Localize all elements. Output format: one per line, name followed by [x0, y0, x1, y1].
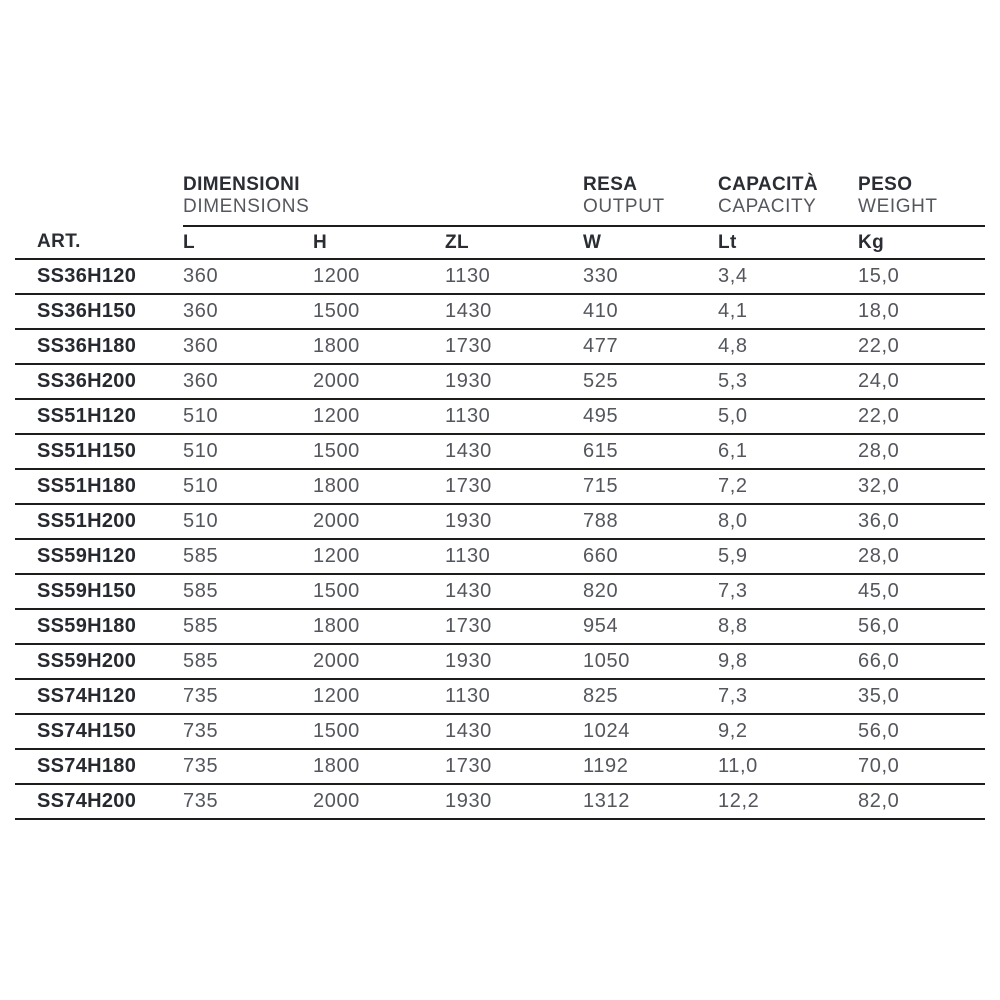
value-cell-kg: 66,0	[858, 644, 985, 679]
group-header-row	[15, 174, 985, 226]
value-cell-zl: 1430	[445, 574, 583, 609]
value-cell-kg: 36,0	[858, 504, 985, 539]
value-cell-lt: 5,0	[718, 399, 858, 434]
col-header-kg: Kg	[858, 226, 985, 259]
group-title-dimensioni: DIMENSIONI	[183, 174, 300, 195]
value-cell-l: 510	[183, 399, 313, 434]
value-cell-h: 1200	[313, 399, 445, 434]
value-cell-lt: 4,8	[718, 329, 858, 364]
group-subtitle-output: OUTPUT	[583, 196, 665, 217]
group-header-output	[583, 174, 718, 226]
value-cell-l: 585	[183, 539, 313, 574]
art-code-cell: SS51H200	[15, 504, 183, 539]
art-code-cell: SS59H200	[15, 644, 183, 679]
value-cell-kg: 32,0	[858, 469, 985, 504]
value-cell-h: 1500	[313, 294, 445, 329]
value-cell-lt: 9,8	[718, 644, 858, 679]
value-cell-kg: 56,0	[858, 609, 985, 644]
value-cell-lt: 7,2	[718, 469, 858, 504]
value-cell-kg: 24,0	[858, 364, 985, 399]
value-cell-lt: 8,8	[718, 609, 858, 644]
value-cell-zl: 1930	[445, 364, 583, 399]
value-cell-zl: 1930	[445, 644, 583, 679]
value-cell-w: 660	[583, 539, 718, 574]
art-code-cell: SS74H150	[15, 714, 183, 749]
value-cell-lt: 12,2	[718, 784, 858, 819]
value-cell-l: 360	[183, 294, 313, 329]
group-header-weight	[858, 174, 985, 226]
value-cell-l: 360	[183, 364, 313, 399]
column-header-row	[15, 226, 985, 259]
value-cell-kg: 35,0	[858, 679, 985, 714]
value-cell-w: 495	[583, 399, 718, 434]
table-row	[15, 469, 985, 504]
value-cell-zl: 1730	[445, 329, 583, 364]
art-code-cell: SS36H150	[15, 294, 183, 329]
value-cell-l: 360	[183, 329, 313, 364]
value-cell-h: 1800	[313, 469, 445, 504]
value-cell-h: 1800	[313, 329, 445, 364]
group-subtitle-capacity: CAPACITY	[718, 196, 817, 217]
table-row	[15, 749, 985, 784]
value-cell-w: 825	[583, 679, 718, 714]
table-row	[15, 259, 985, 294]
group-subtitle-dimensions: DIMENSIONS	[183, 196, 310, 217]
value-cell-l: 510	[183, 434, 313, 469]
value-cell-kg: 22,0	[858, 399, 985, 434]
value-cell-kg: 45,0	[858, 574, 985, 609]
col-header-h: H	[313, 226, 445, 259]
value-cell-lt: 9,2	[718, 714, 858, 749]
value-cell-l: 360	[183, 259, 313, 294]
col-header-w: W	[583, 226, 718, 259]
table-row	[15, 714, 985, 749]
value-cell-l: 735	[183, 679, 313, 714]
value-cell-lt: 8,0	[718, 504, 858, 539]
value-cell-h: 2000	[313, 364, 445, 399]
table-row	[15, 609, 985, 644]
art-code-cell: SS74H180	[15, 749, 183, 784]
col-header-zl: ZL	[445, 226, 583, 259]
value-cell-h: 1200	[313, 679, 445, 714]
value-cell-w: 615	[583, 434, 718, 469]
value-cell-kg: 56,0	[858, 714, 985, 749]
value-cell-l: 585	[183, 644, 313, 679]
art-code-cell: SS36H200	[15, 364, 183, 399]
value-cell-h: 1800	[313, 749, 445, 784]
value-cell-zl: 1430	[445, 294, 583, 329]
value-cell-kg: 82,0	[858, 784, 985, 819]
value-cell-l: 585	[183, 574, 313, 609]
value-cell-zl: 1130	[445, 679, 583, 714]
group-title-capacita: CAPACITÀ	[718, 174, 818, 195]
table-row	[15, 364, 985, 399]
value-cell-zl: 1130	[445, 399, 583, 434]
value-cell-kg: 15,0	[858, 259, 985, 294]
table-row	[15, 539, 985, 574]
value-cell-w: 715	[583, 469, 718, 504]
table-row	[15, 574, 985, 609]
table-row	[15, 434, 985, 469]
value-cell-h: 2000	[313, 504, 445, 539]
product-spec-table	[15, 174, 985, 820]
value-cell-lt: 5,3	[718, 364, 858, 399]
art-code-cell: SS74H120	[15, 679, 183, 714]
col-header-art: ART.	[15, 226, 183, 259]
value-cell-w: 330	[583, 259, 718, 294]
art-code-cell: SS36H180	[15, 329, 183, 364]
art-code-cell: SS36H120	[15, 259, 183, 294]
value-cell-h: 1500	[313, 714, 445, 749]
table-row	[15, 399, 985, 434]
value-cell-zl: 1930	[445, 504, 583, 539]
group-header-capacity	[718, 174, 858, 226]
art-code-cell: SS51H120	[15, 399, 183, 434]
value-cell-l: 510	[183, 504, 313, 539]
value-cell-kg: 18,0	[858, 294, 985, 329]
art-code-cell: SS74H200	[15, 784, 183, 819]
value-cell-zl: 1130	[445, 259, 583, 294]
value-cell-w: 820	[583, 574, 718, 609]
value-cell-zl: 1130	[445, 539, 583, 574]
value-cell-h: 1200	[313, 539, 445, 574]
value-cell-l: 510	[183, 469, 313, 504]
value-cell-zl: 1430	[445, 714, 583, 749]
value-cell-zl: 1730	[445, 609, 583, 644]
value-cell-h: 1800	[313, 609, 445, 644]
value-cell-w: 788	[583, 504, 718, 539]
value-cell-l: 585	[183, 609, 313, 644]
value-cell-w: 954	[583, 609, 718, 644]
value-cell-h: 1500	[313, 434, 445, 469]
art-code-cell: SS51H150	[15, 434, 183, 469]
value-cell-lt: 5,9	[718, 539, 858, 574]
value-cell-lt: 7,3	[718, 679, 858, 714]
art-code-cell: SS59H120	[15, 539, 183, 574]
value-cell-w: 1312	[583, 784, 718, 819]
table-row	[15, 784, 985, 819]
table-head	[15, 174, 985, 259]
value-cell-kg: 22,0	[858, 329, 985, 364]
group-subtitle-weight: WEIGHT	[858, 196, 938, 217]
value-cell-h: 1200	[313, 259, 445, 294]
table-body	[15, 259, 985, 819]
value-cell-h: 1500	[313, 574, 445, 609]
group-title-resa: RESA	[583, 174, 638, 195]
value-cell-lt: 4,1	[718, 294, 858, 329]
value-cell-h: 2000	[313, 784, 445, 819]
value-cell-lt: 11,0	[718, 749, 858, 784]
value-cell-lt: 3,4	[718, 259, 858, 294]
value-cell-l: 735	[183, 784, 313, 819]
value-cell-zl: 1430	[445, 434, 583, 469]
table-row	[15, 644, 985, 679]
value-cell-zl: 1730	[445, 469, 583, 504]
art-code-cell: SS59H150	[15, 574, 183, 609]
value-cell-l: 735	[183, 714, 313, 749]
value-cell-w: 410	[583, 294, 718, 329]
col-header-l: L	[183, 226, 313, 259]
group-header-dimensions	[183, 174, 583, 226]
value-cell-w: 1050	[583, 644, 718, 679]
table-row	[15, 329, 985, 364]
art-code-cell: SS59H180	[15, 609, 183, 644]
value-cell-w: 525	[583, 364, 718, 399]
value-cell-w: 1024	[583, 714, 718, 749]
art-header-spacer	[15, 174, 183, 226]
value-cell-l: 735	[183, 749, 313, 784]
table-row	[15, 294, 985, 329]
value-cell-w: 477	[583, 329, 718, 364]
value-cell-zl: 1930	[445, 784, 583, 819]
col-header-lt: Lt	[718, 226, 858, 259]
value-cell-kg: 28,0	[858, 434, 985, 469]
value-cell-h: 2000	[313, 644, 445, 679]
value-cell-lt: 7,3	[718, 574, 858, 609]
table-row	[15, 504, 985, 539]
value-cell-w: 1192	[583, 749, 718, 784]
group-title-peso: PESO	[858, 174, 913, 195]
value-cell-zl: 1730	[445, 749, 583, 784]
table-row	[15, 679, 985, 714]
value-cell-kg: 28,0	[858, 539, 985, 574]
value-cell-lt: 6,1	[718, 434, 858, 469]
value-cell-kg: 70,0	[858, 749, 985, 784]
art-code-cell: SS51H180	[15, 469, 183, 504]
